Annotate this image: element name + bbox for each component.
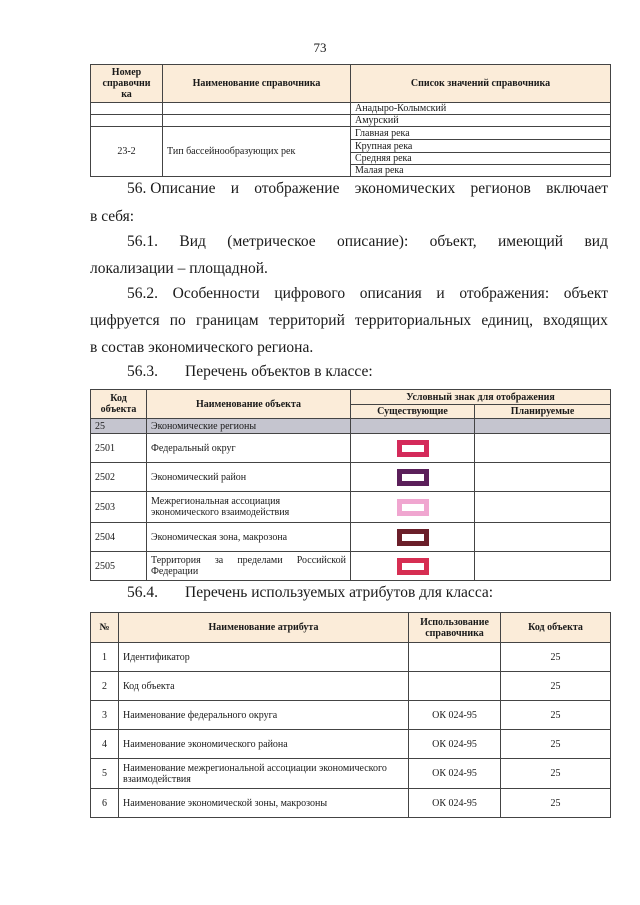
directory-number: 23-2 bbox=[91, 127, 163, 177]
value-cell: Анадыро-Колымский bbox=[351, 103, 611, 115]
col-header-object-name: Наименование объекта bbox=[147, 390, 351, 419]
paragraph-56-3-text: Перечень объектов в классе: bbox=[185, 363, 373, 380]
col-header-object-code: Код объекта bbox=[91, 390, 147, 419]
interregional-association-symbol bbox=[397, 499, 429, 516]
object-name: Федеральный округ bbox=[147, 434, 351, 463]
col-header-existing: Существующие bbox=[351, 405, 475, 419]
table-row: 1 Идентификатор 25 bbox=[91, 643, 611, 672]
table-row: 4 Наименование экономического района ОК 024-95 25 bbox=[91, 730, 611, 759]
col-header-directory-name: Наименование справочника bbox=[163, 65, 351, 103]
object-code: 2504 bbox=[91, 523, 147, 552]
objects-table bbox=[90, 389, 611, 581]
object-code: 2501 bbox=[91, 434, 147, 463]
object-code: 2503 bbox=[91, 492, 147, 523]
table-row: 2 Код объекта 25 bbox=[91, 672, 611, 701]
table-row bbox=[91, 419, 611, 434]
object-name: Экономические регионы bbox=[147, 419, 351, 434]
value-cell: Малая река bbox=[351, 165, 611, 177]
value-cell: Амурский bbox=[351, 115, 611, 127]
paragraph-56-line1: 56. Описание и отображение экономических регионов включает bbox=[127, 180, 608, 197]
col-header-directory-values: Список значений справочника bbox=[351, 65, 611, 103]
page-number: 73 bbox=[313, 40, 327, 55]
table-row: 3 Наименование федерального округа ОК 024-95 25 bbox=[91, 701, 611, 730]
outside-territory-symbol bbox=[397, 558, 429, 575]
directory-name: Тип бассейнообразующих рек bbox=[163, 127, 351, 177]
paragraph-56-1-line2: локализации – площадной. bbox=[90, 260, 268, 277]
paragraph-56-1-line1: 56.1. Вид (метрическое описание): объект, имеющий вид bbox=[127, 233, 608, 250]
object-code: 2502 bbox=[91, 463, 147, 492]
paragraph-56-4-number: 56.4. bbox=[127, 584, 158, 601]
paragraph-56-3-number: 56.3. bbox=[127, 363, 158, 380]
economic-zone-symbol bbox=[397, 529, 429, 546]
paragraph-56-2-line3: в состав экономического региона. bbox=[90, 339, 314, 356]
value-cell: Крупная река bbox=[351, 140, 611, 153]
table-row bbox=[91, 523, 611, 552]
table-row bbox=[91, 492, 611, 523]
directory-table bbox=[90, 64, 611, 177]
col-header-planned: Планируемые bbox=[475, 405, 611, 419]
object-name: Межрегиональная ассоциация экономического взаимодействия bbox=[147, 492, 351, 523]
col-header-symbol: Условный знак для отображения bbox=[351, 390, 611, 405]
value-cell: Средняя река bbox=[351, 153, 611, 165]
object-name: Территория за пределами Российской Федерации bbox=[147, 552, 351, 581]
table-row bbox=[91, 434, 611, 463]
table-row bbox=[91, 463, 611, 492]
economic-district-symbol bbox=[397, 469, 429, 486]
object-code: 25 bbox=[91, 419, 147, 434]
paragraph-56-4-text: Перечень используемых атрибутов для класса: bbox=[185, 584, 494, 601]
value-cell: Главная река bbox=[351, 127, 611, 140]
paragraph-56-2-line2: цифруется по границам территорий территориальных единиц, входящих bbox=[90, 312, 608, 329]
object-name: Экономическая зона, макрозона bbox=[147, 523, 351, 552]
object-name: Экономический район bbox=[147, 463, 351, 492]
table-row bbox=[91, 552, 611, 581]
object-code: 2505 bbox=[91, 552, 147, 581]
col-header-object-code: Код объекта bbox=[501, 613, 611, 643]
col-header-reference: Использование справочника bbox=[409, 613, 501, 643]
col-header-num: № bbox=[91, 613, 119, 643]
federal-district-symbol bbox=[397, 440, 429, 457]
table-row: 6 Наименование экономической зоны, макрозоны ОК 024-95 25 bbox=[91, 789, 611, 818]
paragraph-56-2-line1: 56.2. Особенности цифрового описания и отображения: объект bbox=[127, 285, 608, 302]
paragraph-56-line2: в себя: bbox=[90, 208, 135, 225]
attributes-table bbox=[90, 612, 611, 818]
col-header-attribute-name: Наименование атрибута bbox=[119, 613, 409, 643]
col-header-directory-number: Номер справочни ка bbox=[91, 65, 163, 103]
table-row: 5 Наименование межрегиональной ассоциации экономического взаимодействия ОК 024-95 25 bbox=[91, 759, 611, 789]
